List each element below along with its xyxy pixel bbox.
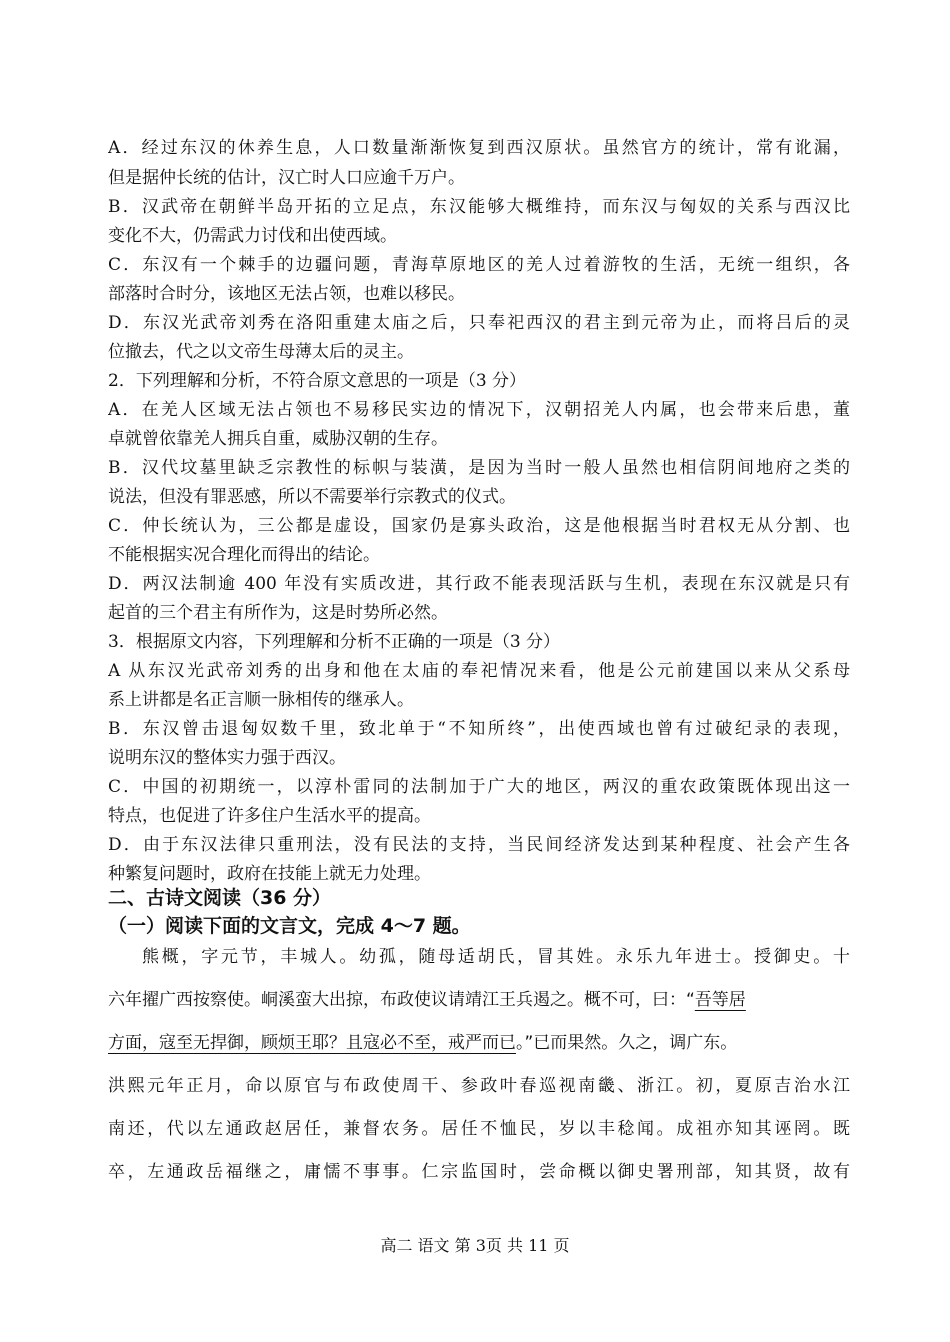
passage-line-4: 洪熙元年正月，命以原官与布政使周干、参政叶春巡视南畿、浙江。初，夏原吉治水江 xyxy=(108,1076,850,1096)
q3-option-c-line2: 特点，也促进了许多住户生活水平的提高。 xyxy=(108,806,431,826)
q2-option-a-line1: A．在羌人区域无法占领也不易移民实边的情况下，汉朝招羌人内属，也会带来后患，董 xyxy=(108,400,850,420)
q1-option-b-line2: 变化不大，仍需武力讨伐和出使西域。 xyxy=(108,226,397,246)
q1-option-d-line2: 位撤去，代之以文帝生母薄太后的灵主。 xyxy=(108,342,414,362)
q1-option-c-line2: 部落时合时分，该地区无法占领，也难以移民。 xyxy=(108,284,465,304)
page-footer: 高二 语文 第 3页 共 11 页 xyxy=(380,1236,570,1255)
q1-option-c-line1: C．东汉有一个棘手的边疆问题，青海草原地区的羌人过着游牧的生活，无统一组织，各 xyxy=(108,255,850,275)
q2-option-d-line2: 起首的三个君主有所作为，这是时势所必然。 xyxy=(108,603,448,623)
q3-option-b-line2: 说明东汉的整体实力强于西汉。 xyxy=(108,748,346,768)
q3-stem: 3．根据原文内容，下列理解和分析不正确的一项是（3 分） xyxy=(108,632,561,652)
passage-line-3-text: 。”已而果然。久之，调广东。 xyxy=(516,1033,738,1053)
q2-option-b-line1: B．汉代坟墓里缺乏宗教性的标帜与装潢，是因为当时一般人虽然也相信阴间地府之类的 xyxy=(108,458,850,478)
q2-option-d-line1: D．两汉法制逾 400 年没有实质改进，其行政不能表现活跃与生机，表现在东汉就是只有 xyxy=(108,574,850,594)
passage-line-2 xyxy=(108,985,850,1015)
q2-stem: 2．下列理解和分析，不符合原文意思的一项是（3 分） xyxy=(108,371,527,391)
section-subtitle: （一）阅读下面的文言文，完成 4～7 题。 xyxy=(108,915,471,937)
q1-option-b-line1: B．汉武帝在朝鲜半岛开拓的立足点，东汉能够大概维持，而东汉与匈奴的关系与西汉比 xyxy=(108,197,850,217)
q2-option-c-line1: C．仲长统认为，三公都是虚设，国家仍是寡头政治，这是他根据当时君权无从分割、也 xyxy=(108,516,850,536)
q3-option-c-line1: C．中国的初期统一，以淳朴雷同的法制加于广大的地区，两汉的重农政策既体现出这一 xyxy=(108,777,850,797)
q3-option-b-line1: B．东汉曾击退匈奴数千里，致北单于“不知所终”，出使西域也曾有过破纪录的表现， xyxy=(108,719,850,739)
section-title: 二、古诗文阅读（36 分） xyxy=(108,887,332,909)
passage-line-1: 熊概，字元节，丰城人。幼孤，随母适胡氏，冒其姓。永乐九年进士。授御史。十 xyxy=(142,947,850,967)
q1-option-a-line1: A．经过东汉的休养生息，人口数量渐渐恢复到西汉原状。虽然官方的统计，常有讹漏， xyxy=(108,138,850,158)
q3-option-d-line2: 种繁复问题时，政府在技能上就无力处理。 xyxy=(108,864,431,884)
q2-option-b-line2: 说法，但没有罪恶感，所以不需要举行宗教式的仪式。 xyxy=(108,487,516,507)
q3-option-d-line1: D．由于东汉法律只重刑法，没有民法的支持，当民间经济发达到某种程度、社会产生各 xyxy=(108,835,850,855)
q2-option-c-line2: 不能根据实况合理化而得出的结论。 xyxy=(108,545,380,565)
passage-underlined-sentence: 方面，寇至无捍御，顾烦王耶？且寇必不至，戒严而已 xyxy=(108,1033,516,1053)
passage-line-3 xyxy=(108,1028,850,1058)
q3-option-a-line1: A 从东汉光武帝刘秀的出身和他在太庙的奉祀情况来看，他是公元前建国以来从父系母 xyxy=(108,661,850,681)
q1-option-d-line1: D．东汉光武帝刘秀在洛阳重建太庙之后，只奉祀西汉的君主到元帝为止，而将吕后的灵 xyxy=(108,313,850,333)
passage-line-2-text: 六年擢广西按察使。峒溪蛮大出掠，布政使议请靖江王兵遏之。概不可，曰：“ xyxy=(108,990,695,1010)
q2-option-a-line2: 卓就曾依靠羌人拥兵自重，威胁汉朝的生存。 xyxy=(108,429,448,449)
q3-option-a-line2: 系上讲都是名正言顺一脉相传的继承人。 xyxy=(108,690,414,710)
passage-line-6: 卒，左通政岳福继之，庸懦不事事。仁宗监国时，尝命概以御史署刑部，知其贤，故有 xyxy=(108,1162,850,1182)
q1-option-a-line2: 但是据仲长统的估计，汉亡时人口应逾千万户。 xyxy=(108,168,465,188)
passage-underlined-sentence-start: 吾等居 xyxy=(694,990,746,1010)
passage-line-5: 南还，代以左通政赵居任，兼督农务。居任不恤民，岁以丰稔闻。成祖亦知其诬罔。既 xyxy=(108,1119,850,1139)
